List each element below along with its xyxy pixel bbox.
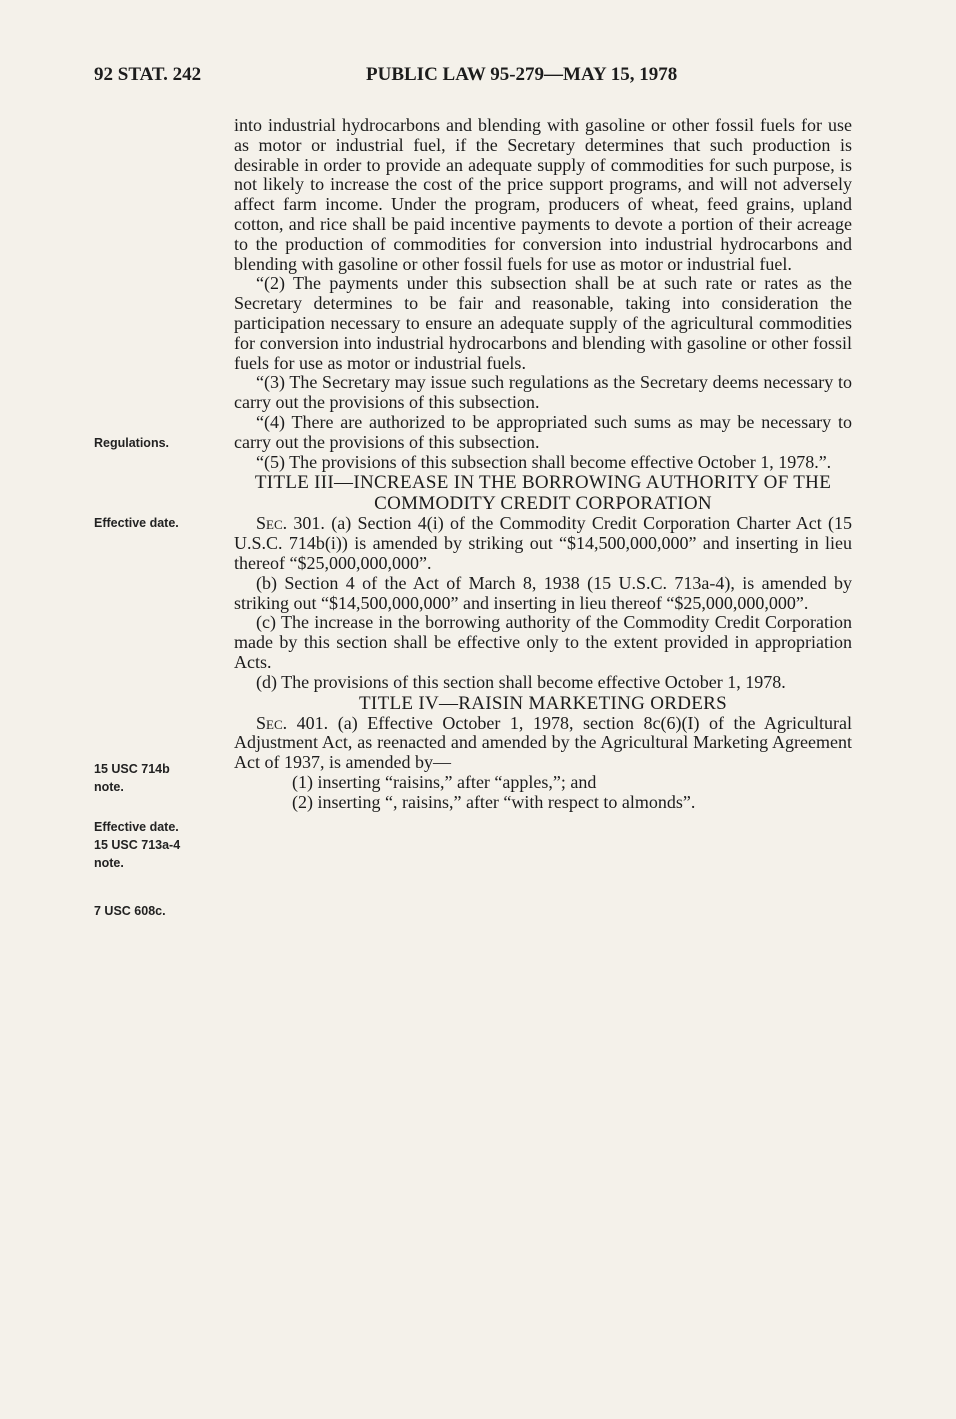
page-header bbox=[94, 64, 854, 94]
margin-note-usc-714b: 15 USC 714b bbox=[94, 762, 170, 776]
margin-note-usc-608c: 7 USC 608c. bbox=[94, 904, 166, 918]
section-301-c: (c) The increase in the borrowing authority of the Commodity Credit Corporation made by this section shall be effective only to the extent provided in appropriation Acts. bbox=[234, 612, 852, 672]
section-401-item-2: (2) inserting “, raisins,” after “with respect to almonds”. bbox=[292, 791, 696, 812]
stat-citation: 92 STAT. 242 bbox=[94, 64, 202, 85]
section-401-item-1: (1) inserting “raisins,” after “apples,”; and bbox=[292, 771, 597, 792]
section-401-label: Sec. 401. bbox=[256, 712, 329, 733]
margin-note-effective-date: Effective date. bbox=[94, 516, 179, 530]
section-401-a bbox=[234, 714, 852, 773]
section-301-b: (b) Section 4 of the Act of March 8, 1938 (15 U.S.C. 713a-4), is amended by striking out “$14,500,000,000” and inserting in lieu thereof “$25,000,000,000”. bbox=[234, 572, 852, 613]
section-301-a bbox=[234, 514, 852, 573]
law-title: PUBLIC LAW 95-279—MAY 15, 1978 bbox=[366, 64, 678, 85]
margin-note-effective-date-2: Effective date. bbox=[94, 820, 179, 834]
paragraph-4: “(4) There are authorized to be appropriated such sums as may be necessary to carry out the provisions of this subsection. bbox=[234, 411, 852, 452]
paragraph-3: “(3) The Secretary may issue such regulations as the Secretary deems necessary to carry out the provisions of this subsection. bbox=[234, 372, 852, 413]
paragraph-2: “(2) The payments under this subsection shall be at such rate or rates as the Secretary determines to be fair and reasonable, taking into consideration the participation necessary to ensure an adequate supply of the agricultural commodities for conversion into industrial hydrocarbons and blending with gasoline or other fossil fuels for use as motor or industrial fuels. bbox=[234, 273, 852, 373]
section-301-label: Sec. 301. bbox=[256, 513, 325, 534]
margin-note-usc-714b-note: note. bbox=[94, 780, 124, 794]
section-401-a-text: (a) Effective October 1, 1978, section 8c(6)(I) of the Agricultural Adjustment Act, as reenacted and amended by the Agricultural Marketing Agreement Act of 1937, is amended by— bbox=[234, 712, 853, 773]
title-iv-heading: TITLE IV—RAISIN MARKETING ORDERS bbox=[359, 692, 727, 714]
title-iii-heading: TITLE III—INCREASE IN THE BORROWING AUTHORITY OF THE COMMODITY CREDIT CORPORATION bbox=[254, 472, 832, 515]
section-301-a-text: (a) Section 4(i) of the Commodity Credit Corporation Charter Act (15 U.S.C. 714b(i)) is amended by striking out “$14,500,000,000” and inserting in lieu thereof “$25,000,000,000”. bbox=[234, 513, 853, 573]
law-body bbox=[234, 116, 852, 813]
paragraph-continuation: into industrial hydrocarbons and blending with gasoline or other fossil fuels for use as motor or industrial fuel, if the Secretary determines that such production is desirable in order to provide an adequate supply of commodities for such purpose, is not likely to increase the cost of the price support programs, and will not adversely affect farm income. Under the program, producers of wheat, feed grains, upland cotton, and rice shall be paid incentive payments to devote a portion of their acreage to the production of commodities for conversion into industrial hydrocarbons and blending with gasoline or other fossil fuels for use as motor or industrial fuel. bbox=[234, 115, 852, 274]
margin-note-usc-713a4: 15 USC 713a-4 bbox=[94, 838, 181, 852]
margin-note-usc-713a4-note: note. bbox=[94, 856, 124, 870]
margin-note-regulations: Regulations. bbox=[94, 436, 170, 450]
section-301-d: (d) The provisions of this section shall become effective October 1, 1978. bbox=[256, 671, 786, 692]
paragraph-5: “(5) The provisions of this subsection shall become effective October 1, 1978.”. bbox=[256, 451, 832, 472]
